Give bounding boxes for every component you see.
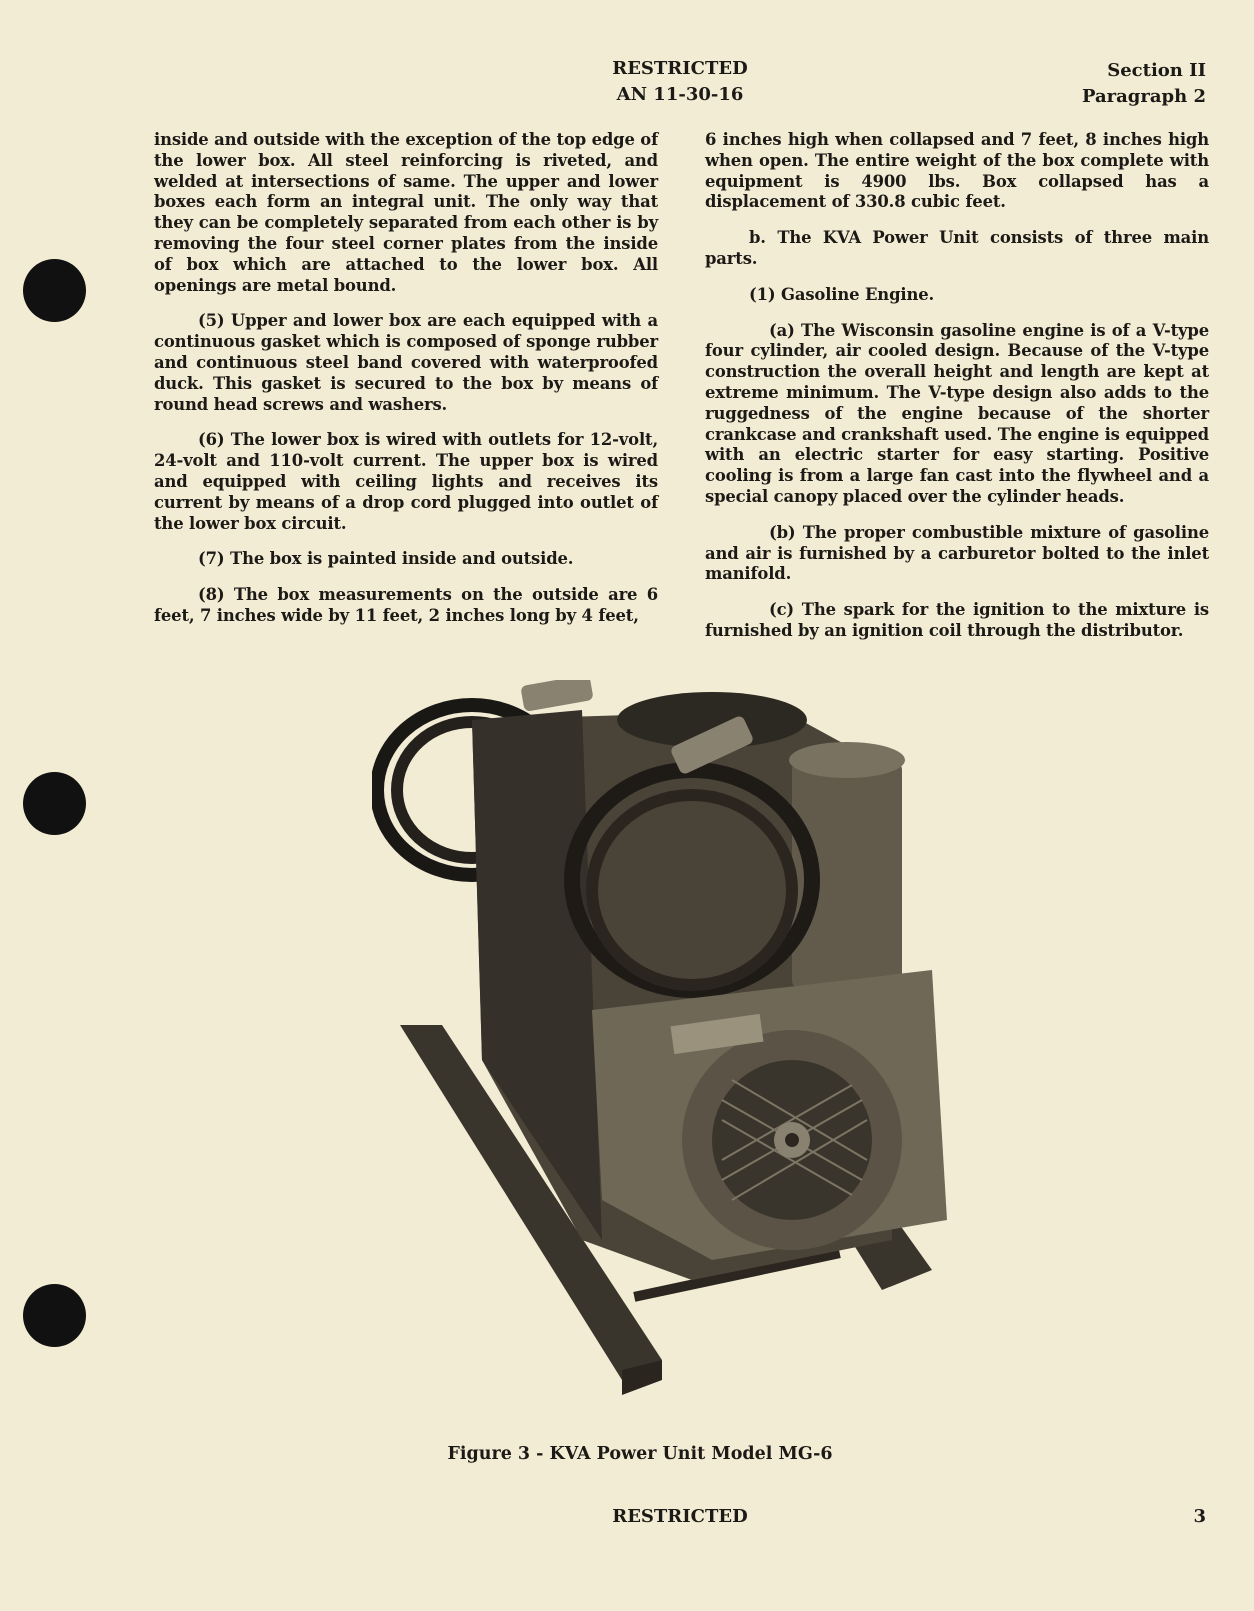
paragraph-gasket: (5) Upper and lower box are each equipped with a continuous gasket which is composed of sponge rubber and continuous steel band covered with waterproofed duck. This gasket is secured to the box by means of round head screws and washers.	[154, 311, 658, 414]
paragraph-power-unit: b. The KVA Power Unit consists of three main parts.	[705, 228, 1209, 268]
header-classification: RESTRICTED	[612, 58, 748, 79]
binder-hole-middle	[23, 772, 86, 835]
page-header-right	[966, 58, 1206, 110]
paragraph-engine-a: (a) The Wisconsin gasoline engine is of a V-type four cylinder, air cooled design. Because of the V-type construction the overall height and length are kept at extreme minimum. The V-type design also adds to the ruggedness of the engine because of the shorter crankcase and crankshaft used. The engine is equipped with an electric starter for easy starting. Positive cooling is from a large fan cast into the flywheel and a special canopy placed over the cylinder heads.	[705, 320, 1209, 506]
page-header-center	[560, 56, 800, 108]
header-section: Section II	[1107, 60, 1206, 81]
header-doc-number: AN 11-30-16	[616, 84, 744, 105]
subheading-gasoline-engine: (1) Gasoline Engine.	[749, 284, 935, 304]
paragraph-engine-c: (c) The spark for the ignition to the mixture is furnished by an ignition coil through the distributor.	[705, 600, 1209, 640]
paragraph-painting: (7) The box is painted inside and outside.	[198, 549, 574, 569]
figure-caption: Figure 3 - KVA Power Unit Model MG-6	[447, 1444, 833, 1464]
binder-hole-top	[23, 259, 86, 322]
paragraph-measurements: (8) The box measurements on the outside are 6 feet, 7 inches wide by 11 feet, 2 inches long by 4 feet,	[154, 585, 658, 625]
paragraph-engine-b: (b) The proper combustible mixture of gasoline and air is furnished by a carburetor bolted to the inlet manifold.	[705, 522, 1209, 584]
left-column	[154, 130, 658, 642]
page-number: 3	[1193, 1506, 1206, 1527]
paragraph-measurements-cont: 6 inches high when collapsed and 7 feet, 8 inches high when open. The entire weight of the box complete with equipment is 4900 lbs. Box collapsed has a displacement of 330.8 cubic feet.	[705, 130, 1209, 212]
binder-hole-bottom	[23, 1284, 86, 1347]
power-unit-photo	[372, 680, 972, 1420]
paragraph-wiring: (6) The lower box is wired with outlets for 12-volt, 24-volt and 110-volt current. The upper box is wired and equipped with ceiling lights and receives its current by means of a drop cord plugged into outlet of the lower box circuit.	[154, 430, 658, 533]
header-paragraph: Paragraph 2	[1081, 86, 1206, 107]
footer-classification: RESTRICTED	[612, 1506, 748, 1527]
paragraph-continuation: inside and outside with the exception of the top edge of the lower box. All steel reinforcing is riveted, and welded at intersections of same. The upper and lower boxes each form an integral unit. The only way that they can be completely separated from each other is by removing the four steel corner plates from the inside of box which are attached to the lower box. All openings are metal bound.	[154, 130, 658, 295]
right-column	[705, 130, 1209, 657]
